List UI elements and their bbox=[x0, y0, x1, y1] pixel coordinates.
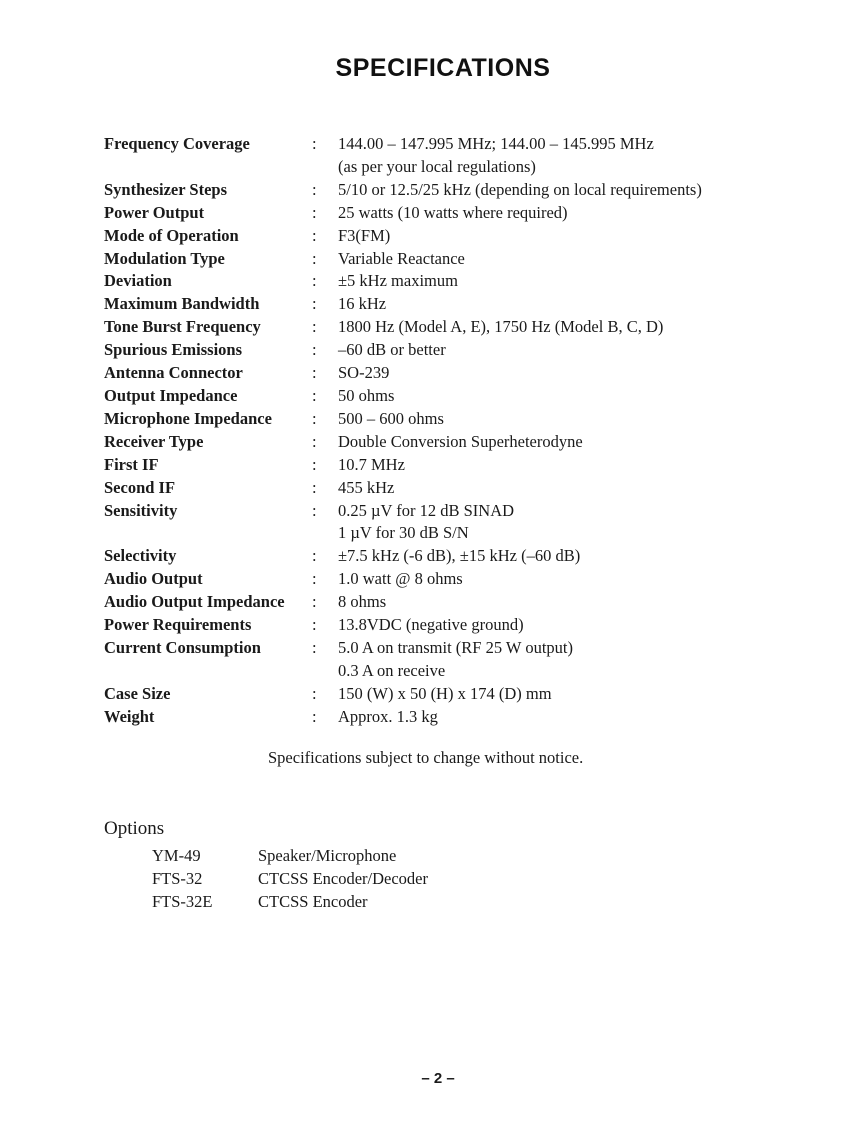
spec-value-line: (as per your local regulations) bbox=[338, 156, 536, 176]
spec-value bbox=[338, 248, 804, 271]
spec-label: Microphone Impedance bbox=[104, 408, 272, 428]
spec-value-line: Double Conversion Superheterodyne bbox=[338, 431, 583, 451]
spec-value bbox=[338, 316, 804, 339]
spec-value-line: 0.25 µV for 12 dB SINAD bbox=[338, 500, 515, 520]
spec-label: Power Output bbox=[104, 202, 205, 222]
spec-label: Output Impedance bbox=[104, 385, 238, 405]
spec-label: Frequency Coverage bbox=[104, 134, 250, 153]
spec-colon: : bbox=[312, 340, 317, 360]
spec-colon: : bbox=[312, 477, 317, 497]
spec-value-line: 500 – 600 ohms bbox=[338, 408, 444, 428]
spec-value bbox=[338, 683, 804, 706]
spec-label: Second IF bbox=[104, 477, 176, 497]
spec-value-line: ±5 kHz maximum bbox=[338, 271, 458, 291]
spec-value-line: –60 dB or better bbox=[338, 340, 446, 360]
spec-colon: : bbox=[312, 592, 317, 612]
spec-label: Maximum Bandwidth bbox=[104, 294, 260, 314]
spec-value bbox=[338, 545, 804, 568]
spec-colon: : bbox=[312, 271, 317, 291]
spec-row bbox=[104, 591, 804, 614]
spec-row bbox=[104, 316, 804, 339]
spec-label: Sensitivity bbox=[104, 500, 178, 520]
spec-colon: : bbox=[312, 179, 317, 199]
spec-label: Case Size bbox=[104, 683, 171, 703]
spec-value bbox=[338, 339, 804, 362]
spec-value-line: 144.00 – 147.995 MHz; 144.00 – 145.995 MHz bbox=[338, 134, 654, 153]
spec-value bbox=[338, 431, 804, 454]
spec-value-line: 1800 Hz (Model A, E), 1750 Hz (Model B, C, D) bbox=[338, 317, 664, 337]
spec-value bbox=[338, 500, 804, 546]
spec-row bbox=[104, 477, 804, 500]
spec-value-line: 25 watts (10 watts where required) bbox=[338, 202, 568, 222]
spec-value bbox=[338, 637, 804, 683]
spec-row bbox=[104, 385, 804, 408]
spec-row bbox=[104, 270, 804, 293]
page-title: SPECIFICATIONS bbox=[335, 54, 551, 82]
page-number: – 2 – bbox=[421, 1070, 455, 1087]
spec-label: Antenna Connector bbox=[104, 363, 243, 383]
spec-value-line: 50 ohms bbox=[338, 385, 395, 405]
spec-value bbox=[338, 408, 804, 431]
option-description: Speaker/Microphone bbox=[258, 846, 397, 865]
spec-colon: : bbox=[312, 615, 317, 635]
spec-colon: : bbox=[312, 134, 317, 153]
spec-row bbox=[104, 500, 804, 546]
spec-value-line: 455 kHz bbox=[338, 477, 395, 497]
spec-value bbox=[338, 293, 804, 316]
spec-label: Modulation Type bbox=[104, 248, 225, 268]
spec-value bbox=[338, 591, 804, 614]
spec-colon: : bbox=[312, 317, 317, 337]
spec-value bbox=[338, 362, 804, 385]
spec-value bbox=[338, 568, 804, 591]
spec-row bbox=[104, 293, 804, 316]
spec-colon: : bbox=[312, 248, 317, 268]
spec-colon: : bbox=[312, 546, 317, 566]
spec-label: Power Requirements bbox=[104, 615, 252, 635]
option-model: FTS-32 bbox=[152, 869, 203, 888]
spec-colon: : bbox=[312, 431, 317, 451]
spec-colon: : bbox=[312, 569, 317, 589]
spec-value bbox=[338, 614, 804, 637]
spec-value bbox=[338, 454, 804, 477]
spec-label: Synthesizer Steps bbox=[104, 179, 227, 199]
option-description: CTCSS Encoder bbox=[258, 892, 368, 911]
spec-value bbox=[338, 225, 804, 248]
spec-value bbox=[338, 477, 804, 500]
spec-colon: : bbox=[312, 683, 317, 703]
spec-value-line: ±7.5 kHz (-6 dB), ±15 kHz (–60 dB) bbox=[338, 546, 581, 566]
spec-row bbox=[104, 133, 804, 179]
spec-row bbox=[104, 683, 804, 706]
spec-row bbox=[104, 225, 804, 248]
spec-row bbox=[104, 568, 804, 591]
spec-row bbox=[104, 706, 804, 729]
spec-value-line: 10.7 MHz bbox=[338, 454, 405, 474]
spec-colon: : bbox=[312, 454, 317, 474]
spec-value bbox=[338, 706, 804, 729]
spec-value-line: 0.3 A on receive bbox=[338, 660, 446, 680]
spec-row bbox=[104, 202, 804, 225]
spec-value-line: SO-239 bbox=[338, 363, 390, 383]
spec-value-line: 150 (W) x 50 (H) x 174 (D) mm bbox=[338, 683, 552, 703]
specifications-notice: Specifications subject to change without notice. bbox=[268, 748, 584, 767]
option-model: YM-49 bbox=[152, 846, 201, 865]
spec-label: Audio Output Impedance bbox=[104, 592, 285, 612]
specifications-table bbox=[104, 133, 804, 729]
spec-value bbox=[338, 133, 804, 179]
option-item bbox=[152, 867, 428, 890]
spec-value-line: Variable Reactance bbox=[338, 248, 465, 268]
spec-value-line: 8 ohms bbox=[338, 592, 387, 612]
spec-colon: : bbox=[312, 294, 317, 314]
spec-value bbox=[338, 385, 804, 408]
spec-value-line: 1.0 watt @ 8 ohms bbox=[338, 569, 463, 589]
spec-row bbox=[104, 454, 804, 477]
spec-colon: : bbox=[312, 363, 317, 383]
spec-label: Selectivity bbox=[104, 546, 177, 566]
spec-label: Weight bbox=[104, 706, 155, 726]
spec-label: First IF bbox=[104, 454, 159, 474]
spec-value-line: 5/10 or 12.5/25 kHz (depending on local requirements) bbox=[338, 179, 702, 199]
options-list bbox=[152, 844, 428, 913]
spec-value-line: Approx. 1.3 kg bbox=[338, 706, 438, 726]
spec-row bbox=[104, 431, 804, 454]
option-item bbox=[152, 890, 428, 913]
spec-label: Tone Burst Frequency bbox=[104, 317, 261, 337]
spec-colon: : bbox=[312, 500, 317, 520]
spec-colon: : bbox=[312, 706, 317, 726]
spec-label: Mode of Operation bbox=[104, 225, 239, 245]
spec-row bbox=[104, 362, 804, 385]
option-model: FTS-32E bbox=[152, 892, 213, 911]
spec-value-line: 16 kHz bbox=[338, 294, 387, 314]
spec-label: Deviation bbox=[104, 271, 172, 291]
spec-value bbox=[338, 179, 804, 202]
spec-value-line: 13.8VDC (negative ground) bbox=[338, 615, 524, 635]
spec-row bbox=[104, 339, 804, 362]
spec-row bbox=[104, 248, 804, 271]
spec-row bbox=[104, 545, 804, 568]
option-item bbox=[152, 844, 428, 867]
spec-label: Current Consumption bbox=[104, 637, 261, 657]
option-description: CTCSS Encoder/Decoder bbox=[258, 869, 429, 888]
options-heading: Options bbox=[104, 818, 165, 839]
spec-colon: : bbox=[312, 202, 317, 222]
spec-value-line: 5.0 A on transmit (RF 25 W output) bbox=[338, 637, 573, 657]
spec-value bbox=[338, 202, 804, 225]
spec-value-line: 1 µV for 30 dB S/N bbox=[338, 523, 469, 543]
spec-label: Audio Output bbox=[104, 569, 203, 589]
spec-row bbox=[104, 179, 804, 202]
spec-colon: : bbox=[312, 385, 317, 405]
spec-colon: : bbox=[312, 225, 317, 245]
spec-value-line: F3(FM) bbox=[338, 225, 391, 245]
spec-colon: : bbox=[312, 637, 317, 657]
spec-row bbox=[104, 637, 804, 683]
spec-label: Spurious Emissions bbox=[104, 340, 243, 360]
spec-value bbox=[338, 270, 804, 293]
spec-row bbox=[104, 408, 804, 431]
spec-row bbox=[104, 614, 804, 637]
spec-colon: : bbox=[312, 408, 317, 428]
spec-label: Receiver Type bbox=[104, 431, 204, 451]
